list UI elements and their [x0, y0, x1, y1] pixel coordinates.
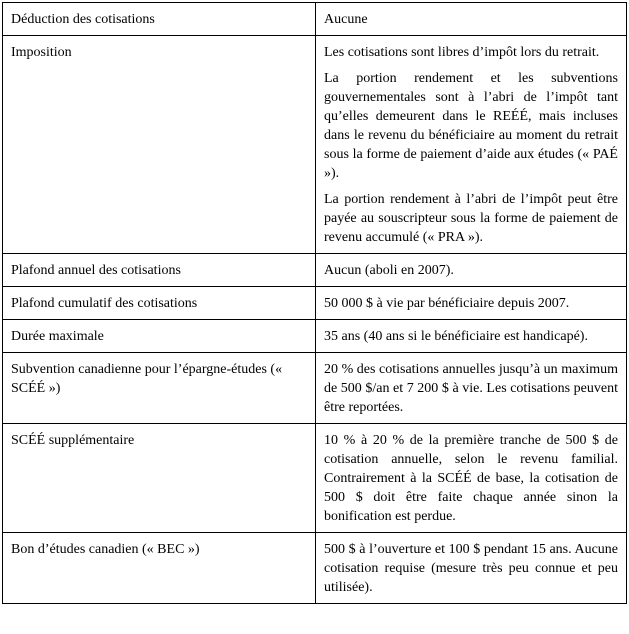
- row-label: SCÉÉ supplémentaire: [3, 424, 316, 533]
- row-label: Plafond cumulatif des cotisations: [3, 287, 316, 320]
- table-row: [3, 254, 627, 287]
- value-paragraph: Les cotisations sont libres d’impôt lors du retrait.: [324, 45, 600, 60]
- table-row: [3, 533, 627, 604]
- value-paragraph: Aucun (aboli en 2007).: [324, 263, 454, 278]
- table-row: [3, 353, 627, 424]
- row-value: [316, 287, 627, 320]
- row-label: Bon d’études canadien (« BEC »): [3, 533, 316, 604]
- value-paragraph: 500 $ à l’ouverture et 100 $ pendant 15 ans. Aucune cotisation requise (mesure très peu connue et peu utilisée).: [324, 542, 618, 595]
- value-paragraph: 10 % à 20 % de la première tranche de 500 $ de cotisation annuelle, selon le revenu familial. Contrairement à la SCÉÉ de base, la cotisation de 500 $ doit être faite chaque année sinon la bonification est perdue.: [324, 433, 618, 524]
- table-row: [3, 3, 627, 36]
- table-row: [3, 287, 627, 320]
- row-value: [316, 36, 627, 254]
- value-paragraph: 20 % des cotisations annuelles jusqu’à un maximum de 500 $/an et 7 200 $ à vie. Les cotisations peuvent être reportées.: [324, 362, 618, 415]
- value-paragraph: 35 ans (40 ans si le bénéficiaire est handicapé).: [324, 329, 588, 344]
- value-paragraph: 50 000 $ à vie par bénéficiaire depuis 2007.: [324, 296, 570, 311]
- row-label: Subvention canadienne pour l’épargne-études (« SCÉÉ »): [3, 353, 316, 424]
- value-paragraph: La portion rendement à l’abri de l’impôt peut être payée au souscripteur sous la forme de paiement de revenu accumulé (« PRA »).: [324, 192, 618, 245]
- reee-features-table: [2, 2, 627, 604]
- row-value: [316, 424, 627, 533]
- row-label: Imposition: [3, 36, 316, 254]
- row-value: [316, 3, 627, 36]
- row-value: [316, 353, 627, 424]
- table-row: [3, 36, 627, 254]
- row-label: Déduction des cotisations: [3, 3, 316, 36]
- row-label: Durée maximale: [3, 320, 316, 353]
- row-value: [316, 533, 627, 604]
- value-paragraph: Aucune: [324, 12, 368, 27]
- row-value: [316, 320, 627, 353]
- value-paragraph: La portion rendement et les subventions gouvernementales sont à l’abri de l’impôt tant qu’elles demeurent dans le REÉÉ, mais incluses dans le revenu du bénéficiaire au moment du retrait sous la forme de paiement d’aide aux études (« PAÉ »).: [324, 71, 618, 181]
- row-label: Plafond annuel des cotisations: [3, 254, 316, 287]
- row-value: [316, 254, 627, 287]
- table-row: [3, 424, 627, 533]
- table-row: [3, 320, 627, 353]
